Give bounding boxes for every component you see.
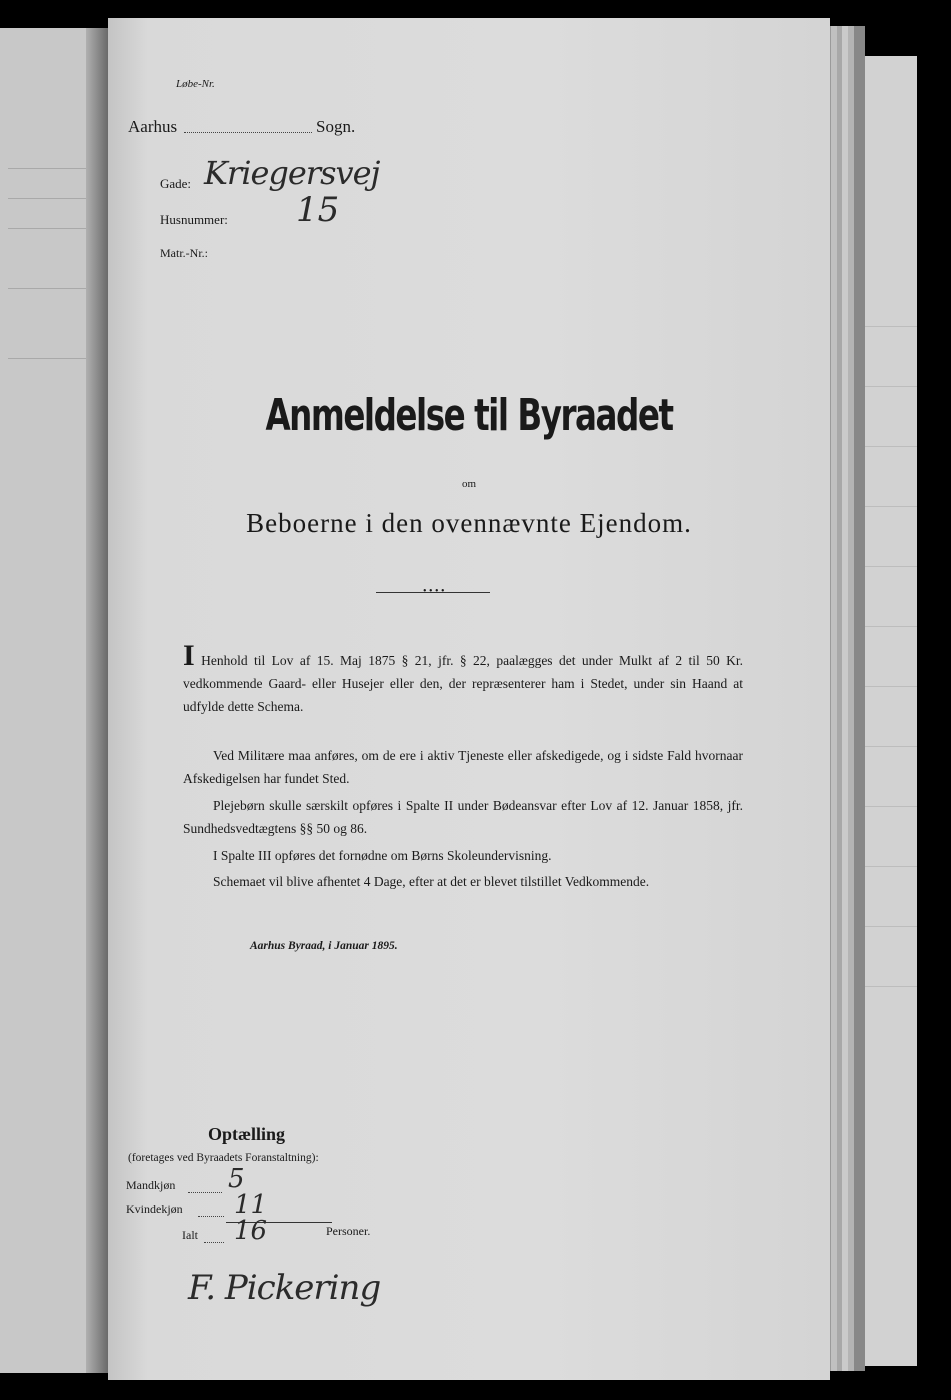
sogn-field-line [184, 132, 312, 133]
signature: F. Pickering [188, 1268, 381, 1308]
instruction-paragraph-5: Schemaet vil blive afhentet 4 Dage, efter at det er blevet tilstillet Vedkommende. [213, 874, 650, 889]
instruction-paragraph-1: I Henhold til Lov af 15. Maj 1875 § 21, jfr. § 22, paalægges det under Mulkt af 2 til 50 Kr. vedkommende Gaard- eller Husejer eller den, der repræsenterer ham i Stedet, under sin Haand at udfylde dette Schema. [183, 639, 743, 714]
total-value: 16 [234, 1216, 268, 1246]
dateline: Aarhus Byraad, i Januar 1895. [250, 940, 398, 952]
gade-value: Kriegersvej [204, 154, 380, 192]
female-label: Kvindekjøn [126, 1202, 183, 1216]
sogn-label: Sogn. [316, 117, 356, 136]
ornament-dots: • • • • [423, 586, 445, 597]
husnummer-label: Husnummer: [160, 212, 228, 227]
male-value: 5 [228, 1164, 245, 1194]
left-facing-page [0, 28, 108, 1373]
title-connector: om [461, 478, 477, 490]
female-value: 11 [234, 1190, 268, 1220]
document-title: Anmeldelse til Byraadet [265, 390, 673, 441]
male-label: Mandkjøn [126, 1178, 176, 1192]
drop-cap: I [183, 639, 195, 672]
husnummer-value: 15 [296, 190, 340, 230]
total-label: Ialt [182, 1228, 198, 1242]
matr-label: Matr.-Nr.: [160, 246, 208, 260]
form-page [108, 18, 830, 1380]
instruction-paragraph-4: I Spalte III opføres det fornødne om Børns Skoleundervisning. [213, 848, 552, 863]
document-subtitle: Beboerne i den ovennævnte Ejendom. [246, 508, 692, 538]
city-label: Aarhus [128, 117, 178, 136]
instruction-paragraph-2: Ved Militære maa anføres, om de ere i aktiv Tjeneste eller afskedigede, og i sidste Fald hvornaar Afskedigelsen har fundet Sted. [183, 748, 743, 786]
count-heading: Optælling [208, 1124, 286, 1144]
page-stack-edges [825, 26, 920, 1371]
loebe-nr-label: Løbe-Nr. [176, 78, 215, 90]
count-note: (foretages ved Byraadets Foranstaltning): [128, 1152, 319, 1164]
next-page-sheet [865, 56, 917, 1366]
gade-label: Gade: [160, 176, 192, 191]
persons-label: Personer. [326, 1224, 371, 1238]
instruction-paragraph-3: Plejebørn skulle særskilt opføres i Spalte II under Bødeansvar efter Lov af 12. Januar 1858, jfr. Sundhedsvedtægtens §§ 50 og 86. [183, 798, 743, 836]
book-gutter [86, 28, 108, 1373]
